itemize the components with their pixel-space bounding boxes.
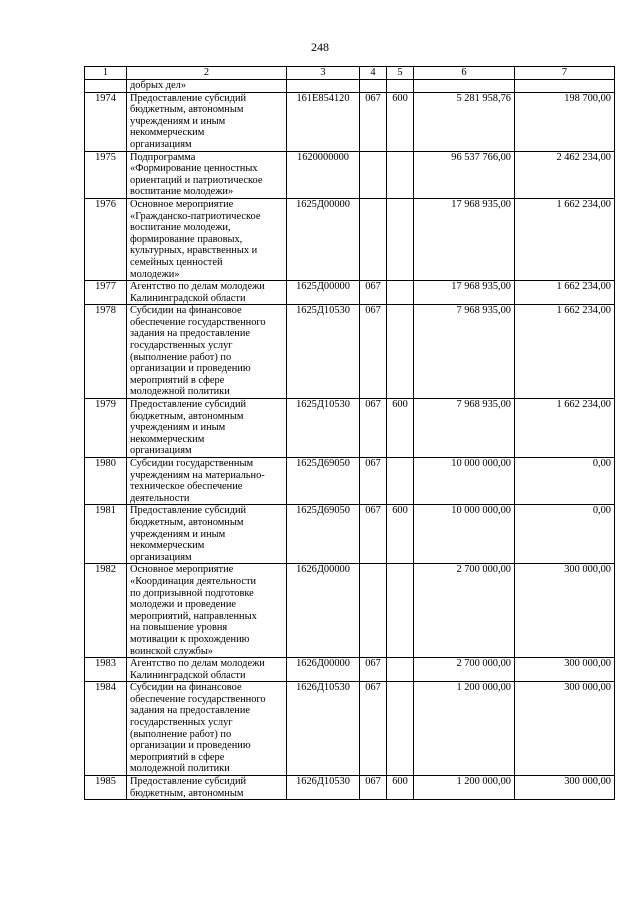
row-number xyxy=(85,80,127,93)
row-name: Агентство по делам молодежи Калининградской области xyxy=(127,281,287,305)
row-ved: 067 xyxy=(360,92,387,151)
row-sum-1: 2 700 000,00 xyxy=(414,564,515,658)
row-sum-1 xyxy=(414,80,515,93)
row-name: добрых дел» xyxy=(127,80,287,93)
column-header: 1 xyxy=(85,67,127,80)
row-code: 1625Д00000 xyxy=(287,281,360,305)
row-ved: 067 xyxy=(360,305,387,399)
row-ved xyxy=(360,198,387,280)
row-code xyxy=(287,80,360,93)
row-sum-1: 1 200 000,00 xyxy=(414,776,515,800)
row-sum-2: 0,00 xyxy=(515,505,615,564)
row-code: 1625Д10530 xyxy=(287,399,360,458)
column-header: 7 xyxy=(515,67,615,80)
row-name: Субсидии государственным учреждениям на материально- техническое обеспечение деятельности xyxy=(127,458,287,505)
row-sum-1: 17 968 935,00 xyxy=(414,281,515,305)
row-number: 1982 xyxy=(85,564,127,658)
row-name: Предоставление субсидий бюджетным, автономным учреждениям и иным некоммерческим организациям xyxy=(127,92,287,151)
table-row xyxy=(85,151,615,198)
row-code: 1625Д69050 xyxy=(287,458,360,505)
row-sum-2: 1 662 234,00 xyxy=(515,281,615,305)
table-row xyxy=(85,564,615,658)
row-ved: 067 xyxy=(360,399,387,458)
table-row xyxy=(85,305,615,399)
row-sum-2: 300 000,00 xyxy=(515,776,615,800)
row-number: 1979 xyxy=(85,399,127,458)
row-vr xyxy=(387,305,414,399)
table-row xyxy=(85,776,615,800)
row-name: Основное мероприятие «Гражданско-патриотическое воспитание молодежи, формирование правовых, культурных, нравственных и семейных ценностей молодежи» xyxy=(127,198,287,280)
row-name: Основное мероприятие «Координация деятельности по допризывной подготовке молодежи и проведение мероприятий, направленных на повышение уровня мотивации к прохождению воинской службы» xyxy=(127,564,287,658)
row-ved: 067 xyxy=(360,458,387,505)
row-vr: 600 xyxy=(387,92,414,151)
table-row xyxy=(85,198,615,280)
row-sum-1: 7 968 935,00 xyxy=(414,305,515,399)
table-row xyxy=(85,458,615,505)
row-sum-2 xyxy=(515,80,615,93)
row-sum-2: 1 662 234,00 xyxy=(515,198,615,280)
row-sum-2: 300 000,00 xyxy=(515,682,615,776)
row-number: 1976 xyxy=(85,198,127,280)
table-row xyxy=(85,92,615,151)
row-vr xyxy=(387,658,414,682)
row-sum-1: 2 700 000,00 xyxy=(414,658,515,682)
row-vr xyxy=(387,151,414,198)
budget-table xyxy=(84,66,615,800)
row-ved: 067 xyxy=(360,505,387,564)
row-ved xyxy=(360,564,387,658)
row-vr xyxy=(387,80,414,93)
row-sum-2: 1 662 234,00 xyxy=(515,305,615,399)
table-row xyxy=(85,658,615,682)
row-name: Субсидии на финансовое обеспечение государственного задания на предоставление государственных услуг (выполнение работ) по организации и проведению мероприятий в сфере молодежной политики xyxy=(127,305,287,399)
row-code: 1626Д10530 xyxy=(287,776,360,800)
row-number: 1978 xyxy=(85,305,127,399)
row-vr: 600 xyxy=(387,505,414,564)
row-name: Предоставление субсидий бюджетным, автономным учреждениям и иным некоммерческим организациям xyxy=(127,399,287,458)
column-header: 2 xyxy=(127,67,287,80)
table-row xyxy=(85,80,615,93)
row-sum-1: 17 968 935,00 xyxy=(414,198,515,280)
column-header: 4 xyxy=(360,67,387,80)
row-sum-2: 2 462 234,00 xyxy=(515,151,615,198)
row-number: 1974 xyxy=(85,92,127,151)
row-vr: 600 xyxy=(387,399,414,458)
column-header: 6 xyxy=(414,67,515,80)
row-vr: 600 xyxy=(387,776,414,800)
row-number: 1984 xyxy=(85,682,127,776)
row-code: 1625Д69050 xyxy=(287,505,360,564)
row-name: Подпрограмма «Формирование ценностных ориентаций и патриотическое воспитание молодежи» xyxy=(127,151,287,198)
row-number: 1985 xyxy=(85,776,127,800)
table-row xyxy=(85,399,615,458)
table-row xyxy=(85,505,615,564)
row-sum-2: 0,00 xyxy=(515,458,615,505)
row-code: 161E854120 xyxy=(287,92,360,151)
row-sum-1: 10 000 000,00 xyxy=(414,458,515,505)
row-sum-2: 300 000,00 xyxy=(515,564,615,658)
row-number: 1983 xyxy=(85,658,127,682)
row-sum-1: 1 200 000,00 xyxy=(414,682,515,776)
row-code: 1626Д10530 xyxy=(287,682,360,776)
row-number: 1981 xyxy=(85,505,127,564)
row-name: Субсидии на финансовое обеспечение государственного задания на предоставление государственных услуг (выполнение работ) по организации и проведению мероприятий в сфере молодежной политики xyxy=(127,682,287,776)
row-code: 1626Д00000 xyxy=(287,564,360,658)
row-code: 1626Д00000 xyxy=(287,658,360,682)
row-code: 1625Д10530 xyxy=(287,305,360,399)
page-number: 248 xyxy=(311,40,329,54)
row-vr xyxy=(387,458,414,505)
row-vr xyxy=(387,564,414,658)
row-ved: 067 xyxy=(360,776,387,800)
row-code: 1625Д00000 xyxy=(287,198,360,280)
row-number: 1980 xyxy=(85,458,127,505)
row-vr xyxy=(387,198,414,280)
row-sum-1: 96 537 766,00 xyxy=(414,151,515,198)
row-sum-1: 7 968 935,00 xyxy=(414,399,515,458)
row-code: 1620000000 xyxy=(287,151,360,198)
table-row xyxy=(85,682,615,776)
header-row xyxy=(85,67,615,80)
row-ved: 067 xyxy=(360,658,387,682)
column-header: 5 xyxy=(387,67,414,80)
row-sum-2: 198 700,00 xyxy=(515,92,615,151)
table-row xyxy=(85,281,615,305)
row-name: Предоставление субсидий бюджетным, автономным xyxy=(127,776,287,800)
row-ved: 067 xyxy=(360,682,387,776)
row-number: 1975 xyxy=(85,151,127,198)
row-vr xyxy=(387,682,414,776)
row-ved xyxy=(360,151,387,198)
row-vr xyxy=(387,281,414,305)
row-number: 1977 xyxy=(85,281,127,305)
row-sum-2: 1 662 234,00 xyxy=(515,399,615,458)
column-header: 3 xyxy=(287,67,360,80)
row-sum-1: 5 281 958,76 xyxy=(414,92,515,151)
row-sum-1: 10 000 000,00 xyxy=(414,505,515,564)
row-sum-2: 300 000,00 xyxy=(515,658,615,682)
row-ved xyxy=(360,80,387,93)
row-name: Агентство по делам молодежи Калининградской области xyxy=(127,658,287,682)
row-name: Предоставление субсидий бюджетным, автономным учреждениям и иным некоммерческим организациям xyxy=(127,505,287,564)
row-ved: 067 xyxy=(360,281,387,305)
